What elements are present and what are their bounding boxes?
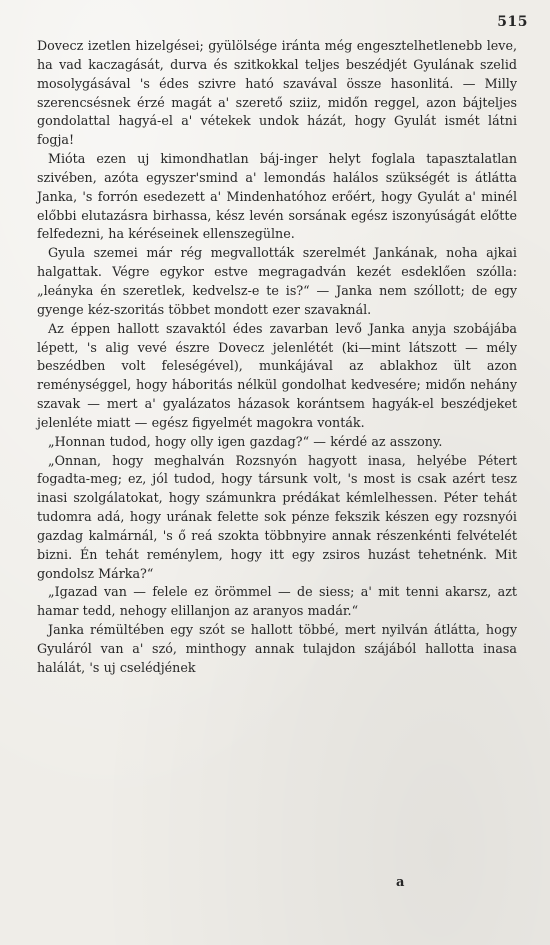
paragraph: Janka rémültében egy szót se hallott többé, mert nyilván átlátta, hogy Gyuláról van a' szó, minthogy annak tulajdon szájából hallotta inasa halálát, 's uj cselédjének	[37, 622, 517, 675]
paragraph: „Honnan tudod, hogy olly igen gazdag?“ — kérdé az asszony.	[48, 433, 443, 449]
paragraph: „Igazad van — felele ez örömmel — de siess; a' mit tenni akarsz, azt hamar tedd, nehogy elillanjon az aranyos madár.“	[37, 584, 517, 619]
catchword: a	[396, 875, 405, 890]
paragraph: Az éppen hallott szavaktól édes zavarban levő Janka anyja szobájába lépett, 's alig vevé észre Dovecz jelenlétét (ki—mint látszott — mély beszédben volt feleségével), munkájával az ablakhoz ült azon reménységgel, hogy háboritás nélkül gondolhat kedvesére; midőn nehány szavak — mert a' gyalázatos házasok korántsem hagyák-el beszédjeket jelenléte miatt — egész figyelmét magokra vonták.	[37, 320, 517, 430]
body-text	[37, 37, 517, 678]
paragraph: Dovecz izetlen hizelgései; gyülölsége iránta még engesztelhetlenebb leve, ha vad kaczagását, durva és szitkokkal teljes beszédjét Gyulának szelid mosolygásával 's édes szivre ható szavával össze hasonlitá. — Milly szerencsésnek érzé magát a' szerető sziiz, midőn reggel, azon bájteljes gondolattal hagyá-el a' vétekek undok házát, hogy Gyulát ismét látni fogja!	[37, 38, 517, 148]
paragraph: „Onnan, hogy meghalván Rozsnyón hagyott inasa, helyébe Pétert fogadta-meg; ez, jól tudod, hogy társunk volt, 's most is csak azért tesz inasi szolgálatokat, hogy számunkra prédákat kémlelhessen. Péter tehát tudomra adá, hogy urának felette sok pénze fekszik készen egy rozsnyói gazdag kalmárnál, 's ő reá szokta többnyire annak részenkénti felvételét bizni. Én tehát reménylem, hogy itt egy zsiros huzást tehetnénk. Mit gondolsz Márka?“	[37, 452, 517, 581]
paragraph: Gyula szemei már rég megvallották szerelmét Jankának, noha ajkai halgattak. Végre egykor estve megragadván kezét esdeklően szólla: „leányka én szeretlek, kedvelsz-e te is?“ — Janka nem szóllott; de egy gyenge kéz-szoritás többet mondott ezer szavaknál.	[37, 245, 517, 317]
paragraph: Mióta ezen uj kimondhatlan báj-inger helyt foglala tapasztalatlan szivében, azóta egyszer'smind a' lemondás halálos szükségét is átlátta Janka, 's forrón esedezett a' Mindenhatóhoz erőért, hogy Gyulát a' minél előbbi elutazásra birhassa, kész levén sorsának egész iszonyúságát előtte felfedezni, ha kéréseinek ellenszegülne.	[37, 151, 517, 242]
page-number: 515	[497, 14, 528, 30]
